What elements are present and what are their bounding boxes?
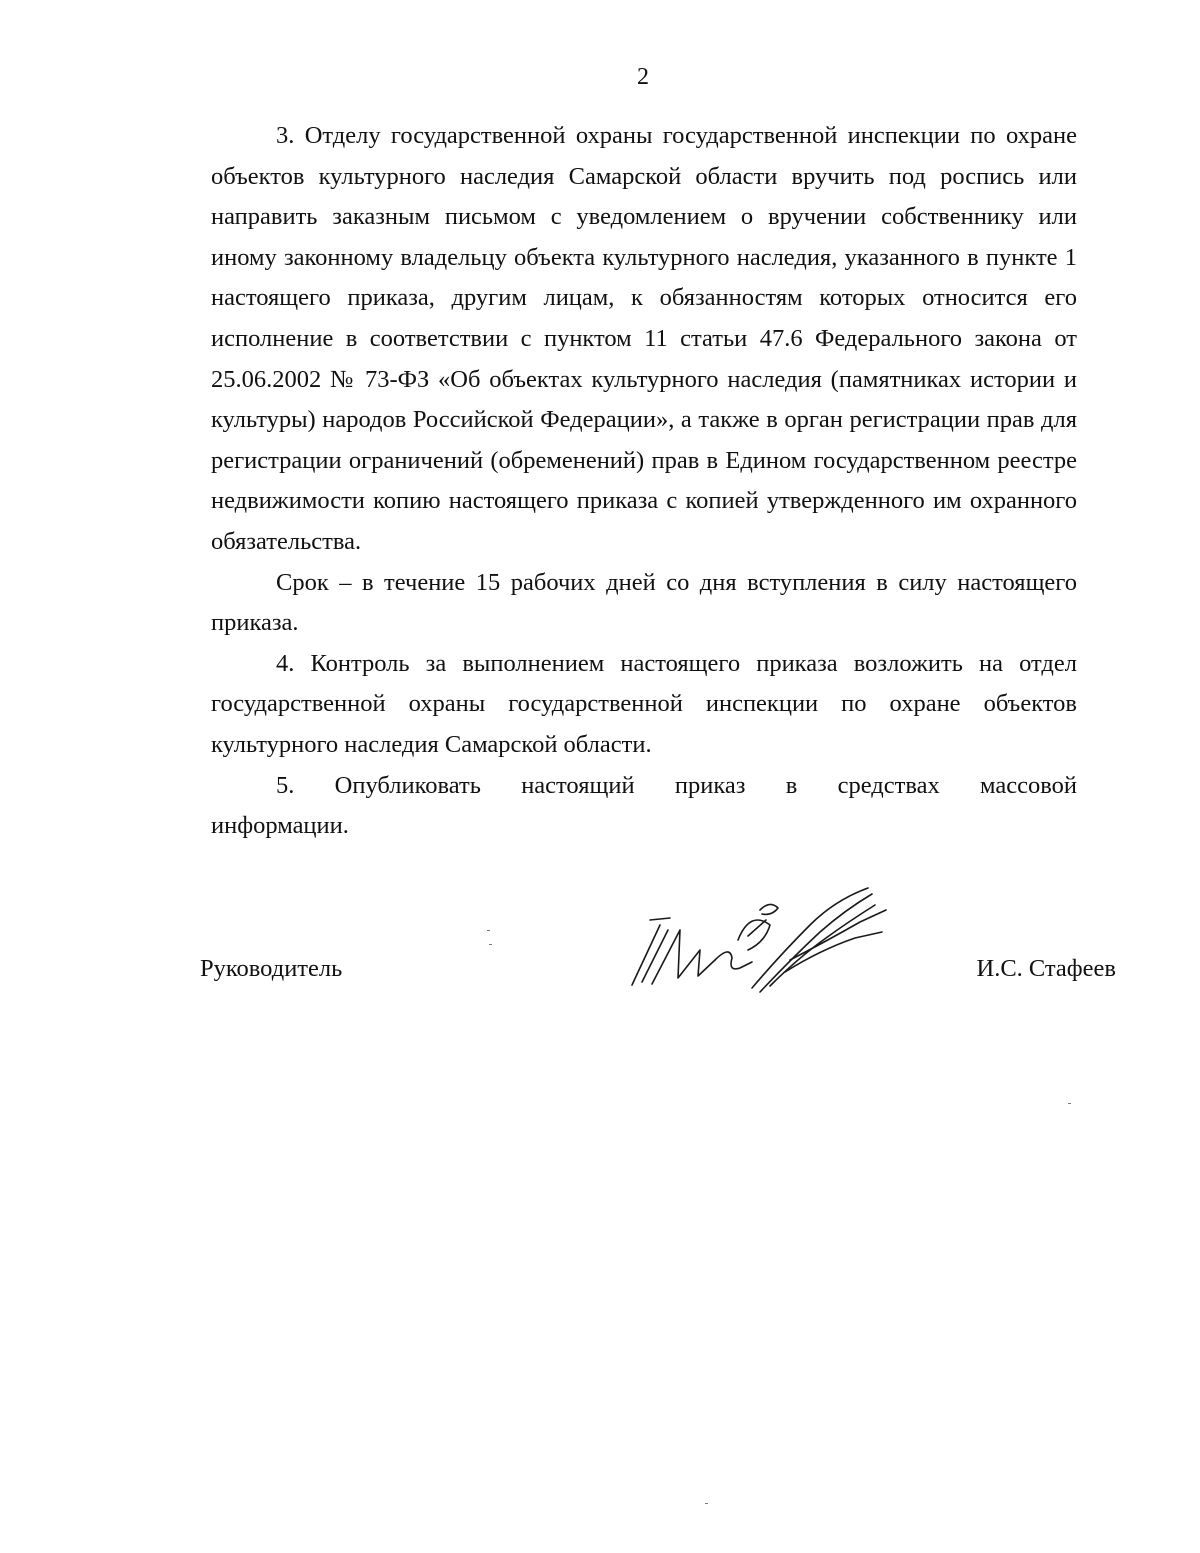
document-body <box>211 116 1077 847</box>
signature-block <box>0 950 1200 1010</box>
paragraph-deadline: Срок – в течение 15 рабочих дней со дня вступления в силу настоящего приказа. <box>211 568 1077 637</box>
signatory-name: И.С. Стафеев <box>976 955 1116 982</box>
scan-speck <box>489 944 492 945</box>
scan-speck <box>1068 1103 1071 1104</box>
paragraph-item-3: 3. Отделу государственной охраны государственной инспекции по охране объектов культурного наследия Самарской области вручить под роспись или направить заказным письмом с уведомлением о вручении собственнику или иному законному владельцу объекта культурного наследия, указанного в пункте 1 настоящего приказа, другим лицам, к обязанностям которых относится его исполнение в соответствии с пунктом 11 статьи 47.6 Федерального закона от 25.06.2002 № 73-ФЗ «Об объектах культурного наследия (памятниках истории и культуры) народов Российской Федерации», а также в орган регистрации прав для регистрации ограничений (обременений) прав в Едином государственном реестре недвижимости копию настоящего приказа с копией утвержденного им охранного обязательства. <box>211 122 1077 555</box>
handwritten-signature <box>620 880 890 1010</box>
scan-speck <box>487 930 490 931</box>
page-number: 2 <box>637 64 649 90</box>
paragraph-item-5: 5. Опубликовать настоящий приказ в средствах массовой информации. <box>211 771 1077 840</box>
signatory-role: Руководитель <box>200 955 343 982</box>
scan-speck <box>705 1503 708 1504</box>
paragraph-item-4: 4. Контроль за выполнением настоящего приказа возложить на отдел государственной охраны государственной инспекции по охране объектов культурного наследия Самарской области. <box>211 649 1077 758</box>
